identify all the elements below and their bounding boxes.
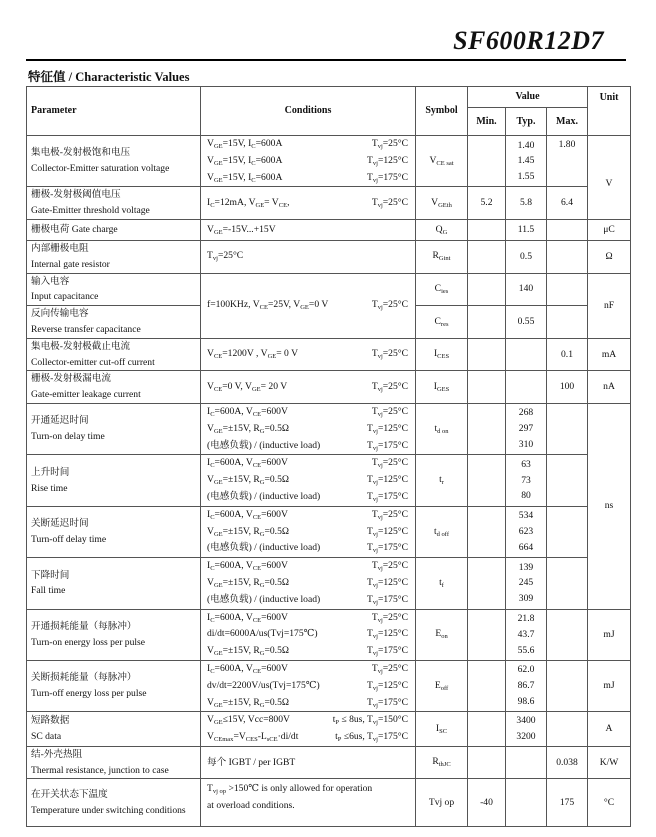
- max-ices: 0.1: [547, 338, 588, 371]
- cond-iges: [201, 371, 416, 404]
- col-max: Max.: [547, 108, 588, 136]
- max-tf: [547, 558, 588, 609]
- cond-vce-sat: [201, 136, 416, 187]
- sym-ices: $I_{CES}$: [416, 338, 468, 371]
- typ-rgint: 0.5: [506, 240, 547, 273]
- typ-value: 3200: [516, 731, 536, 743]
- typ-ices: [506, 338, 547, 371]
- cond-text: $I_C=12mA$, $V_{GE}= V_{CE}$,: [207, 196, 290, 209]
- characteristic-values-table: [26, 86, 631, 827]
- param-en: Rise time: [31, 482, 68, 494]
- sym-rthjc: $R_{thJC}$: [416, 746, 468, 779]
- sym-tvjop: Tvj op: [416, 779, 468, 827]
- param-rgint: [27, 240, 201, 273]
- cond-text: di/dt=6000A/us(Tvj=175℃): [207, 628, 318, 640]
- sym-vce-sat: $V_{CE sat}$: [416, 136, 468, 187]
- col-typ: Typ.: [506, 108, 547, 136]
- typ-tvjop: [506, 779, 547, 827]
- param-cn: 在开关状态下温度: [31, 789, 108, 801]
- cond-temp: $T_{vj}=25^\circ C$: [371, 196, 408, 209]
- param-cies: [27, 273, 201, 306]
- cond-text: $V_{CE}=1200V$ , $V_{GE}= 0$ V: [207, 348, 298, 361]
- sym-vgeth: $V_{GEth}$: [416, 187, 468, 220]
- cond-text: (电感负载) / (inductive load): [207, 542, 321, 554]
- cond-temp: $T_{vj}=175^\circ C$: [367, 490, 408, 503]
- cond-rthjc: 每个 IGBT / per IGBT: [201, 746, 416, 779]
- cond-text: $V_{GE}=15V$, $I_C=600A$: [207, 171, 283, 184]
- col-value: Value: [468, 87, 588, 108]
- param-cn: 短路数据: [31, 715, 70, 727]
- param-cn: 集电极-发射极截止电流: [31, 340, 131, 352]
- min-cies: [468, 273, 506, 306]
- cond-text: $I_C=600A$, $V_{CE}=600V$: [207, 662, 288, 675]
- cond-ices: [201, 338, 416, 371]
- max-tvjop: 175: [547, 779, 588, 827]
- typ-value: 139: [518, 561, 534, 573]
- cond-text: $V_{GE}=\pm 15V$, $R_G=0.5\Omega$: [207, 525, 290, 538]
- param-tdon: [27, 403, 201, 454]
- cond-temp: $t_P \le 8us$, $T_{vj}=150^\circ C$: [332, 714, 408, 727]
- param-en: Gate-Emitter threshold voltage: [31, 205, 150, 217]
- param-cn: 开通延迟时间: [31, 415, 89, 427]
- cond-temp: $T_{vj}=25^\circ C$: [371, 299, 408, 312]
- min-vce-sat: [468, 136, 506, 187]
- typ-value: 623: [518, 526, 534, 538]
- param-en: Turn-on delay time: [31, 431, 105, 443]
- cond-temp: $T_{vj}=125^\circ C$: [367, 422, 408, 435]
- param-tvjop: [27, 779, 201, 827]
- cond-text: at overload conditions.: [207, 800, 295, 812]
- param-en: Internal gate resistor: [31, 258, 110, 270]
- header-rule: [26, 59, 626, 61]
- min-eon: [468, 609, 506, 660]
- sym-eon: $E_{on}$: [416, 609, 468, 660]
- param-tf: [27, 558, 201, 609]
- typ-value: 309: [518, 593, 534, 605]
- unit-nf: nF: [588, 273, 631, 338]
- param-cn: 关断损耗能量（每脉冲）: [31, 672, 137, 684]
- cond-temp: $T_{vj}=175^\circ C$: [367, 645, 408, 658]
- param-en: Fall time: [31, 585, 66, 597]
- col-symbol: Symbol: [416, 87, 468, 136]
- typ-isc: [506, 712, 547, 747]
- min-tdoff: [468, 506, 506, 557]
- min-isc: [468, 712, 506, 747]
- cond-isc: [201, 712, 416, 747]
- param-tdoff: [27, 506, 201, 557]
- cond-text: $V_{GE}=15V$, $I_C=600A$: [207, 138, 283, 150]
- col-parameter: Parameter: [27, 87, 201, 136]
- typ-rthjc: [506, 746, 547, 779]
- cond-temp: $t_P \le 6us$, $T_{vj}=175^\circ C$: [335, 731, 408, 744]
- typ-value: 21.8: [517, 613, 535, 625]
- sym-qg: $Q_G$: [416, 219, 468, 240]
- param-eoff: [27, 660, 201, 711]
- unit-rgint: Ω: [588, 240, 631, 273]
- param-cn: 内部栅极电阻: [31, 242, 89, 254]
- cond-text: $V_{GE}=\pm 15V$, $R_G=0.5\Omega$: [207, 576, 290, 589]
- cond-text: $I_C=600A$, $V_{CE}=600V$: [207, 405, 288, 418]
- max-isc: [547, 712, 588, 747]
- param-cn: 开通损耗能量（每脉冲）: [31, 620, 137, 632]
- cond-temp: $T_{vj}=175^\circ C$: [367, 439, 408, 452]
- typ-value: 55.6: [517, 644, 535, 656]
- typ-tf: [506, 558, 547, 609]
- typ-value: 3400: [516, 715, 536, 727]
- cond-text: f=100KHz, $V_{CE}=25V$, $V_{GE}=0$ V: [207, 299, 329, 312]
- part-number: SF600R12D7: [453, 26, 604, 55]
- sym-iges: $I_{GES}$: [416, 371, 468, 404]
- param-cres: [27, 306, 201, 339]
- col-unit: Unit: [588, 87, 631, 136]
- max-tdon: [547, 403, 588, 454]
- param-cn: 反向传输电容: [31, 308, 89, 320]
- typ-tdoff: [506, 506, 547, 557]
- cond-text: $V_{CEmax}=V_{CES}-L_{sCE}\cdot di/dt$: [207, 731, 299, 744]
- typ-value: 86.7: [517, 680, 535, 692]
- typ-eon: [506, 609, 547, 660]
- unit-v: V: [588, 136, 631, 220]
- cond-temp: $T_{vj}=25^\circ C$: [371, 560, 408, 573]
- param-vgeth: [27, 187, 201, 220]
- cond-temp: $T_{vj}=175^\circ C$: [367, 171, 408, 184]
- max-qg: [547, 219, 588, 240]
- typ-qg: 11.5: [506, 219, 547, 240]
- typ-value: 43.7: [517, 628, 535, 640]
- cond-temp: $T_{vj}=125^\circ C$: [367, 474, 408, 487]
- cond-temp: $T_{vj}=25^\circ C$: [371, 380, 408, 393]
- cond-temp: $T_{vj}=125^\circ C$: [367, 576, 408, 589]
- cond-temp: $T_{vj}=25^\circ C$: [371, 405, 408, 418]
- cond-temp: $T_{vj}=125^\circ C$: [367, 154, 408, 167]
- min-tdon: [468, 403, 506, 454]
- cond-tdoff: [201, 506, 416, 557]
- param-ices: [27, 338, 201, 371]
- cond-text: $V_{GE}\le 15V$, Vcc=800V: [207, 714, 290, 727]
- cond-text: $V_{GE}=\pm 15V$, $R_G=0.5\Omega$: [207, 474, 290, 487]
- cond-temp: $T_{vj}=25^\circ C$: [371, 348, 408, 361]
- min-cres: [468, 306, 506, 339]
- typ-value: 297: [518, 423, 534, 435]
- cond-temp: $T_{vj}=125^\circ C$: [367, 525, 408, 538]
- sym-eoff: $E_{off}$: [416, 660, 468, 711]
- typ-cres: 0.55: [506, 306, 547, 339]
- param-en: Turn-off energy loss per pulse: [31, 688, 147, 700]
- sym-tdon: $t_{d on}$: [416, 403, 468, 454]
- typ-value: 534: [518, 510, 534, 522]
- unit-rthjc: K/W: [588, 746, 631, 779]
- min-iges: [468, 371, 506, 404]
- typ-value: 1.45: [517, 155, 535, 167]
- min-tr: [468, 455, 506, 506]
- cond-text: $T_{vj op}$ >150℃ is only allowed for operation: [207, 783, 373, 796]
- param-qg: [27, 219, 201, 240]
- max-cres: [547, 306, 588, 339]
- sym-isc: $I_{SC}$: [416, 712, 468, 747]
- cond-temp: $T_{vj}=25^\circ C$: [371, 662, 408, 675]
- param-rthjc: [27, 746, 201, 779]
- max-rthjc: 0.038: [547, 746, 588, 779]
- typ-vgeth: 5.8: [506, 187, 547, 220]
- param-en: Temperature under switching conditions: [31, 804, 186, 816]
- param-cn: 下降时间: [31, 569, 70, 581]
- max-tr: [547, 455, 588, 506]
- param-tr: [27, 455, 201, 506]
- unit-ices: mA: [588, 338, 631, 371]
- min-eoff: [468, 660, 506, 711]
- cond-eoff: [201, 660, 416, 711]
- cond-text: $V_{GE}=\pm 15V$, $R_G=0.5\Omega$: [207, 645, 290, 658]
- cond-tdon: [201, 403, 416, 454]
- max-tdoff: [547, 506, 588, 557]
- typ-tr: [506, 455, 547, 506]
- param-iges: [27, 371, 201, 404]
- max-eoff: [547, 660, 588, 711]
- typ-value: 664: [518, 541, 534, 553]
- typ-cies: 140: [506, 273, 547, 306]
- cond-text: $V_{GE}=15V$, $I_C=600A$: [207, 154, 283, 167]
- param-en: Turn-off delay time: [31, 533, 107, 545]
- param-cn: 关断延迟时间: [31, 518, 89, 530]
- cond-eon: [201, 609, 416, 660]
- cond-temp: $T_{vj}=175^\circ C$: [367, 593, 408, 606]
- cond-text: $V_{GE}=\pm 15V$, $R_G=0.5\Omega$: [207, 696, 290, 709]
- cond-qg: $V_{GE}=-15V...+15V$: [201, 219, 416, 240]
- max-eon: [547, 609, 588, 660]
- cond-text: (电感负载) / (inductive load): [207, 439, 321, 451]
- max-cies: [547, 273, 588, 306]
- typ-tdon: [506, 403, 547, 454]
- cond-text: $I_C=600A$, $V_{CE}=600V$: [207, 508, 288, 521]
- param-cn: 栅极-发射极漏电流: [31, 373, 111, 385]
- unit-tvjop: °C: [588, 779, 631, 827]
- cond-temp: $T_{vj}=25^\circ C$: [371, 611, 408, 624]
- min-vgeth: 5.2: [468, 187, 506, 220]
- param-vce-sat: [27, 136, 201, 187]
- typ-value: 1.40: [517, 139, 535, 151]
- param-en: Collector-emitter cut-off current: [31, 356, 155, 368]
- unit-ns: ns: [588, 403, 631, 609]
- sym-tr: $t_r$: [416, 455, 468, 506]
- param-isc: [27, 712, 201, 747]
- typ-value: 245: [518, 577, 534, 589]
- cond-text: dv/dt=2200V/us(Tvj=175℃): [207, 679, 320, 691]
- sym-rgint: $R_{Gint}$: [416, 240, 468, 273]
- min-ices: [468, 338, 506, 371]
- min-tf: [468, 558, 506, 609]
- param-eon: [27, 609, 201, 660]
- unit-eoff: mJ: [588, 660, 631, 711]
- cond-tvjop: [201, 779, 416, 827]
- unit-qg: μC: [588, 219, 631, 240]
- param-en: SC data: [31, 731, 62, 743]
- typ-value: 1.55: [517, 171, 535, 183]
- min-qg: [468, 219, 506, 240]
- typ-iges: [506, 371, 547, 404]
- cond-temp: $T_{vj}=25^\circ C$: [371, 508, 408, 521]
- param-en: Reverse transfer capacitance: [31, 323, 141, 335]
- col-min: Min.: [468, 108, 506, 136]
- max-vce-sat: 1.80: [547, 136, 588, 187]
- sym-tdoff: $t_{d off}$: [416, 506, 468, 557]
- cond-text: (电感负载) / (inductive load): [207, 490, 321, 502]
- typ-value: 80: [521, 490, 531, 502]
- cond-tf: [201, 558, 416, 609]
- param-en: Gate-emitter leakage current: [31, 389, 141, 401]
- cond-capacitance: [201, 273, 416, 338]
- param-en: Gate charge: [71, 224, 118, 236]
- typ-eoff: [506, 660, 547, 711]
- cond-text: (电感负载) / (inductive load): [207, 593, 321, 605]
- section-title: 特征值 / Characteristic Values: [28, 70, 190, 84]
- param-cn: 栅极电荷: [31, 224, 70, 236]
- min-rgint: [468, 240, 506, 273]
- typ-value: 73: [521, 474, 531, 486]
- cond-tr: [201, 455, 416, 506]
- cond-text: $I_C=600A$, $V_{CE}=600V$: [207, 611, 288, 624]
- max-rgint: [547, 240, 588, 273]
- unit-isc: A: [588, 712, 631, 747]
- unit-iges: nA: [588, 371, 631, 404]
- cond-text: $I_C=600A$, $V_{CE}=600V$: [207, 560, 288, 573]
- cond-rgint: $T_{vj}=25^\circ C$: [201, 240, 416, 273]
- param-en: Input capacitance: [31, 291, 99, 303]
- unit-eon: mJ: [588, 609, 631, 660]
- typ-value: 98.6: [517, 696, 535, 707]
- param-cn: 集电极-发射极饱和电压: [31, 147, 131, 159]
- max-vgeth: 6.4: [547, 187, 588, 220]
- param-cn: 栅极-发射极阈值电压: [31, 189, 121, 201]
- param-en: Turn-on energy loss per pulse: [31, 636, 146, 648]
- min-rthjc: [468, 746, 506, 779]
- cond-temp: $T_{vj}=175^\circ C$: [367, 542, 408, 555]
- cond-text: $V_{GE}=\pm 15V$, $R_G=0.5\Omega$: [207, 422, 290, 435]
- cond-text: $I_C=600A$, $V_{CE}=600V$: [207, 457, 288, 470]
- typ-value: 268: [518, 407, 534, 419]
- param-cn: 结-外壳热阻: [31, 748, 83, 760]
- min-tvjop: -40: [468, 779, 506, 827]
- param-cn: 输入电容: [31, 275, 70, 287]
- max-iges: 100: [547, 371, 588, 404]
- param-cn: 上升时间: [31, 466, 70, 478]
- col-conditions: Conditions: [201, 87, 416, 136]
- cond-temp: $T_{vj}=25^\circ C$: [371, 138, 408, 150]
- cond-temp: $T_{vj}=175^\circ C$: [367, 696, 408, 709]
- param-en: Thermal resistance, junction to case: [31, 764, 169, 776]
- cond-temp: $T_{vj}=25^\circ C$: [371, 457, 408, 470]
- cond-text: $V_{CE}=0$ V, $V_{GE}= 20$ V: [207, 380, 288, 393]
- typ-value: 310: [518, 439, 534, 451]
- cond-temp: $T_{vj}=125^\circ C$: [367, 628, 408, 641]
- sym-cres: $C_{res}$: [416, 306, 468, 339]
- sym-cies: $C_{ies}$: [416, 273, 468, 306]
- cond-temp: $T_{vj}=125^\circ C$: [367, 679, 408, 692]
- typ-vce-sat: [506, 136, 547, 187]
- param-en: Collector-Emitter saturation voltage: [31, 163, 170, 175]
- typ-value: 63: [521, 458, 531, 470]
- typ-value: 62.0: [517, 664, 535, 676]
- sym-tf: $t_f$: [416, 558, 468, 609]
- cond-vgeth: [201, 187, 416, 220]
